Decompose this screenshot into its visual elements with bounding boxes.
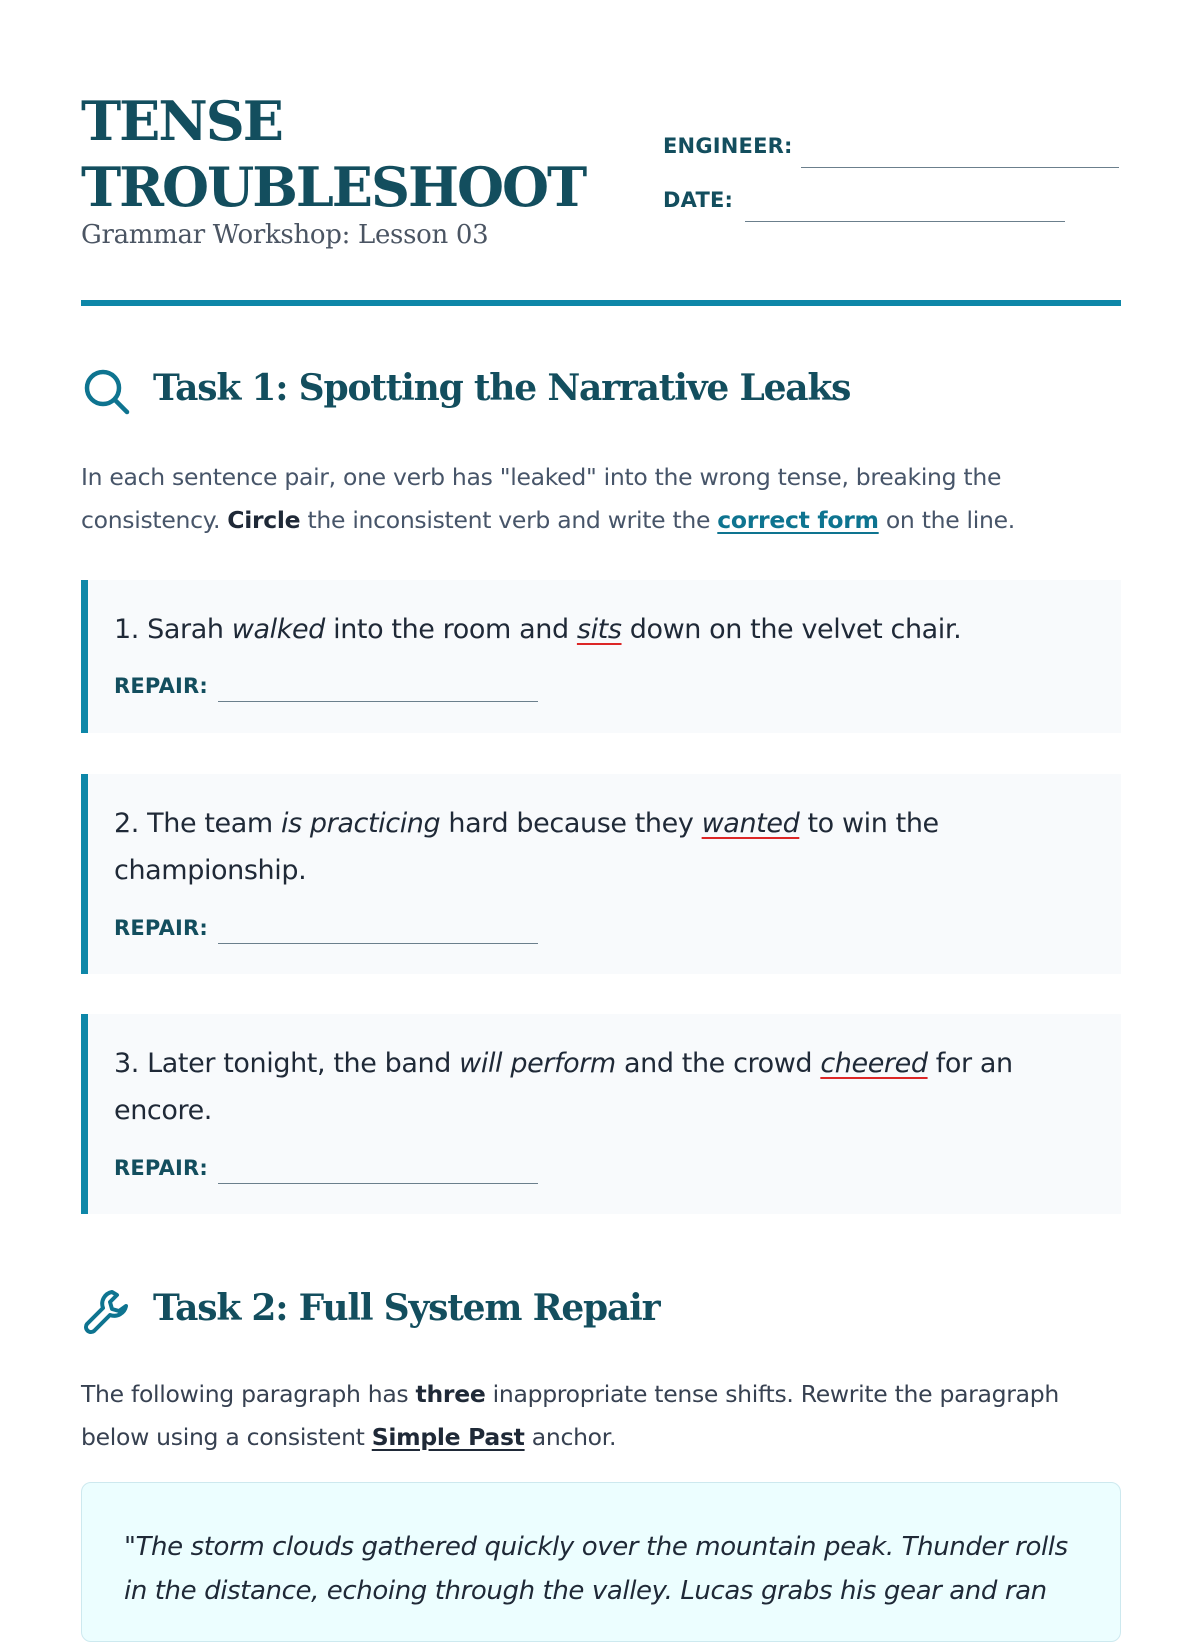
repair-line[interactable] <box>218 1183 538 1184</box>
engineer-label: ENGINEER: <box>663 134 793 158</box>
paragraph-quote: "The storm clouds gathered quickly over the mountain peak. Thunder rolls in the distance, echoing through the valley. Lucas grabs his gear and ran <box>124 1532 1068 1606</box>
worksheet-title: TENSE TROUBLESHOOT <box>81 89 586 219</box>
error-verb[interactable]: wanted <box>701 808 800 839</box>
engineer-line[interactable] <box>801 167 1119 168</box>
paragraph-box <box>81 1482 1121 1642</box>
task1-title: Task 1: Spotting the Narrative Leaks <box>153 367 851 409</box>
worksheet-header <box>81 88 1121 308</box>
header-divider <box>81 300 1121 306</box>
repair-label: REPAIR: <box>114 916 209 940</box>
repair-field[interactable] <box>114 662 614 702</box>
task2-heading <box>81 1278 1121 1338</box>
repair-field[interactable] <box>114 904 614 944</box>
correct-form-link[interactable]: correct form <box>717 506 879 534</box>
repair-label: REPAIR: <box>114 1156 209 1180</box>
magnifier-icon <box>81 366 131 416</box>
exercise-card-3 <box>81 1014 1121 1214</box>
simple-past-link[interactable]: Simple Past <box>371 1423 525 1451</box>
repair-line[interactable] <box>218 943 538 944</box>
date-line[interactable] <box>745 221 1065 222</box>
task1-instructions: In each sentence pair, one verb has "leaked" into the wrong tense, breaking the consistency. Circle the inconsistent verb and write the correct form on the line. <box>81 463 1015 534</box>
repair-line[interactable] <box>218 701 538 702</box>
exercise-card-2 <box>81 774 1121 974</box>
exercise-sentence: 1. Sarah walked into the room and sits down on the velvet chair. <box>114 614 962 645</box>
exercise-sentence: 2. The team is practicing hard because they wanted to win the championship. <box>114 808 939 886</box>
task2-instructions: The following paragraph has three inappropriate tense shifts. Rewrite the paragraph below using a consistent Simple Past anchor. <box>81 1380 1059 1451</box>
repair-field[interactable] <box>114 1144 614 1184</box>
error-verb[interactable]: cheered <box>820 1048 928 1079</box>
wrench-icon <box>81 1286 131 1336</box>
date-label: DATE: <box>663 188 734 212</box>
exercise-card-1 <box>81 580 1121 733</box>
lesson-subtitle: Grammar Workshop: Lesson 03 <box>81 220 489 250</box>
task2-title: Task 2: Full System Repair <box>153 1287 660 1329</box>
repair-label: REPAIR: <box>114 674 209 698</box>
error-verb[interactable]: sits <box>576 614 622 645</box>
exercise-sentence: 3. Later tonight, the band will perform and the crowd cheered for an encore. <box>114 1048 1013 1126</box>
task1-heading <box>81 358 1121 418</box>
